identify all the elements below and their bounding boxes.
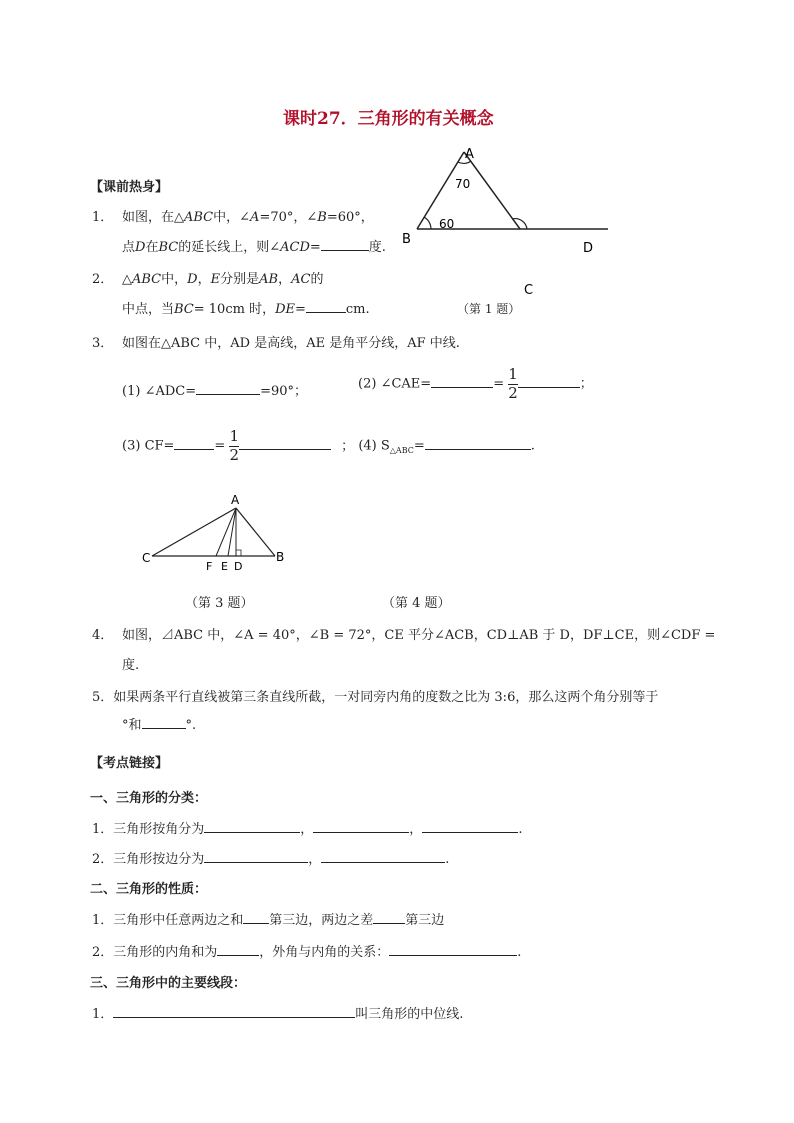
bisector-ae bbox=[228, 508, 236, 556]
page-title: 课时27．三角形的有关概念 bbox=[283, 109, 494, 129]
q3-p2-blank-1[interactable] bbox=[431, 374, 493, 388]
s1-item1: 1．三角形按角分为 ， ， . bbox=[92, 818, 522, 837]
q1-line2: 点D在BC的延长线上，则∠ACD= 度. bbox=[122, 236, 386, 255]
q4-tail: 度. bbox=[122, 658, 140, 673]
q3-p1-blank[interactable] bbox=[196, 381, 260, 395]
q5-tail: °和 °. bbox=[122, 714, 196, 733]
figure-1-caption: （第 1 题） bbox=[457, 302, 521, 316]
side-ac bbox=[464, 152, 520, 229]
q2-answer-blank[interactable] bbox=[306, 299, 346, 313]
q1-answer-blank[interactable] bbox=[321, 237, 369, 251]
side-ab bbox=[236, 508, 275, 556]
q3-p2-blank-2[interactable] bbox=[518, 374, 580, 388]
angle-b-value: 60 bbox=[439, 217, 455, 231]
q3-p4-blank[interactable] bbox=[425, 436, 531, 450]
s3-i1-blank[interactable] bbox=[113, 1004, 355, 1018]
q1-number: 1． bbox=[92, 210, 114, 225]
label-c: C bbox=[524, 283, 534, 298]
label-a: A bbox=[231, 493, 240, 507]
label-f: F bbox=[206, 560, 213, 573]
s3-item1: 1． 叫三角形的中位线. bbox=[92, 1003, 463, 1022]
fraction-one-half-2: $\frac{1}{2}$ bbox=[229, 427, 240, 464]
q2-number: 2． bbox=[92, 272, 114, 287]
section-1-title: 一、三角形的分类： bbox=[90, 791, 208, 806]
q3-text: 3． 如图在△ABC 中，AD 是高线，AE 是角平分线，AF 中线. bbox=[122, 332, 460, 351]
q2-line2: 中点，当BC= 10cm 时，DE= cm. bbox=[122, 298, 370, 317]
label-a: A bbox=[465, 147, 474, 162]
label-b: B bbox=[276, 550, 285, 564]
angle-b-arc bbox=[424, 217, 431, 229]
s2-item1: 1．三角形中任意两边之和 第三边，两边之差 第三边 bbox=[92, 909, 444, 928]
s2-item2: 2．三角形的内角和为 ，外角与内角的关系： . bbox=[92, 941, 521, 960]
side-ca bbox=[152, 508, 236, 556]
q3-part3: (3) CF= = $\frac{1}{2}$ ； (4) $S_{\triangle ABC}=$ . bbox=[122, 427, 535, 464]
fraction-one-half: $\frac{1}{2}$ bbox=[508, 365, 518, 402]
s2-i1-blank-2[interactable] bbox=[373, 910, 405, 924]
s2-i1-blank-1[interactable] bbox=[243, 910, 269, 924]
q3-part1: (1) ∠ADC= =90°； bbox=[122, 380, 307, 399]
label-c: C bbox=[142, 551, 151, 565]
label-d: D bbox=[583, 241, 594, 256]
q5-answer-blank[interactable] bbox=[142, 715, 186, 729]
s1-i2-blank-2[interactable] bbox=[321, 849, 445, 863]
exam-heading: 【考点链接】 bbox=[90, 756, 169, 771]
median-af bbox=[216, 508, 236, 556]
section-2-title: 二、三角形的性质： bbox=[90, 882, 208, 897]
figure-3-caption: （第 3 题） bbox=[185, 596, 254, 611]
q3-p3-blank-2[interactable] bbox=[239, 436, 331, 450]
label-b: B bbox=[402, 232, 411, 247]
figure-4-caption: （第 4 题） bbox=[382, 596, 451, 611]
q3-number: 3． bbox=[92, 336, 114, 351]
q5-number: 5． bbox=[92, 690, 114, 705]
label-d: D bbox=[234, 560, 243, 573]
s2-i2-blank-2[interactable] bbox=[389, 942, 517, 956]
s1-item2: 2．三角形按边分为 ， . bbox=[92, 848, 449, 867]
q5-text: 5．如果两条平行直线被第三条直线所截，一对同旁内角的度数之比为 3:6，那么这两个角分别等于 bbox=[92, 690, 659, 705]
s1-i1-blank-1[interactable] bbox=[204, 819, 300, 833]
figure-1-diagram bbox=[395, 140, 625, 315]
q3-part2: (2) ∠CAE= = $\frac{1}{2}$ ； bbox=[358, 365, 593, 402]
figure-3-diagram bbox=[140, 490, 300, 574]
s1-i1-blank-3[interactable] bbox=[422, 819, 518, 833]
s2-i2-blank-1[interactable] bbox=[217, 942, 259, 956]
right-angle-mark bbox=[236, 550, 241, 556]
q4-number: 4． bbox=[92, 628, 114, 643]
label-e: E bbox=[221, 560, 228, 573]
s1-i2-blank-1[interactable] bbox=[204, 849, 308, 863]
q4-text: 4． 如图，⊿ABC 中，∠A = 40°，∠B = 72°，CE 平分∠ACB，CD⊥AB 于 D，DF⊥CE，则∠CDF = bbox=[122, 624, 715, 643]
q2-line1: 2． △ABC中，D，E分别是AB，AC的 bbox=[122, 268, 323, 287]
q1-line1: 1． 如图，在△ABC中，∠A=70°，∠B=60°， bbox=[122, 206, 374, 225]
warmup-heading: 【课前热身】 bbox=[90, 180, 169, 195]
section-3-title: 三、三角形中的主要线段： bbox=[90, 976, 247, 991]
s1-i1-blank-2[interactable] bbox=[313, 819, 409, 833]
q3-p3-blank-1[interactable] bbox=[174, 436, 214, 450]
angle-a-value: 70 bbox=[455, 177, 471, 191]
